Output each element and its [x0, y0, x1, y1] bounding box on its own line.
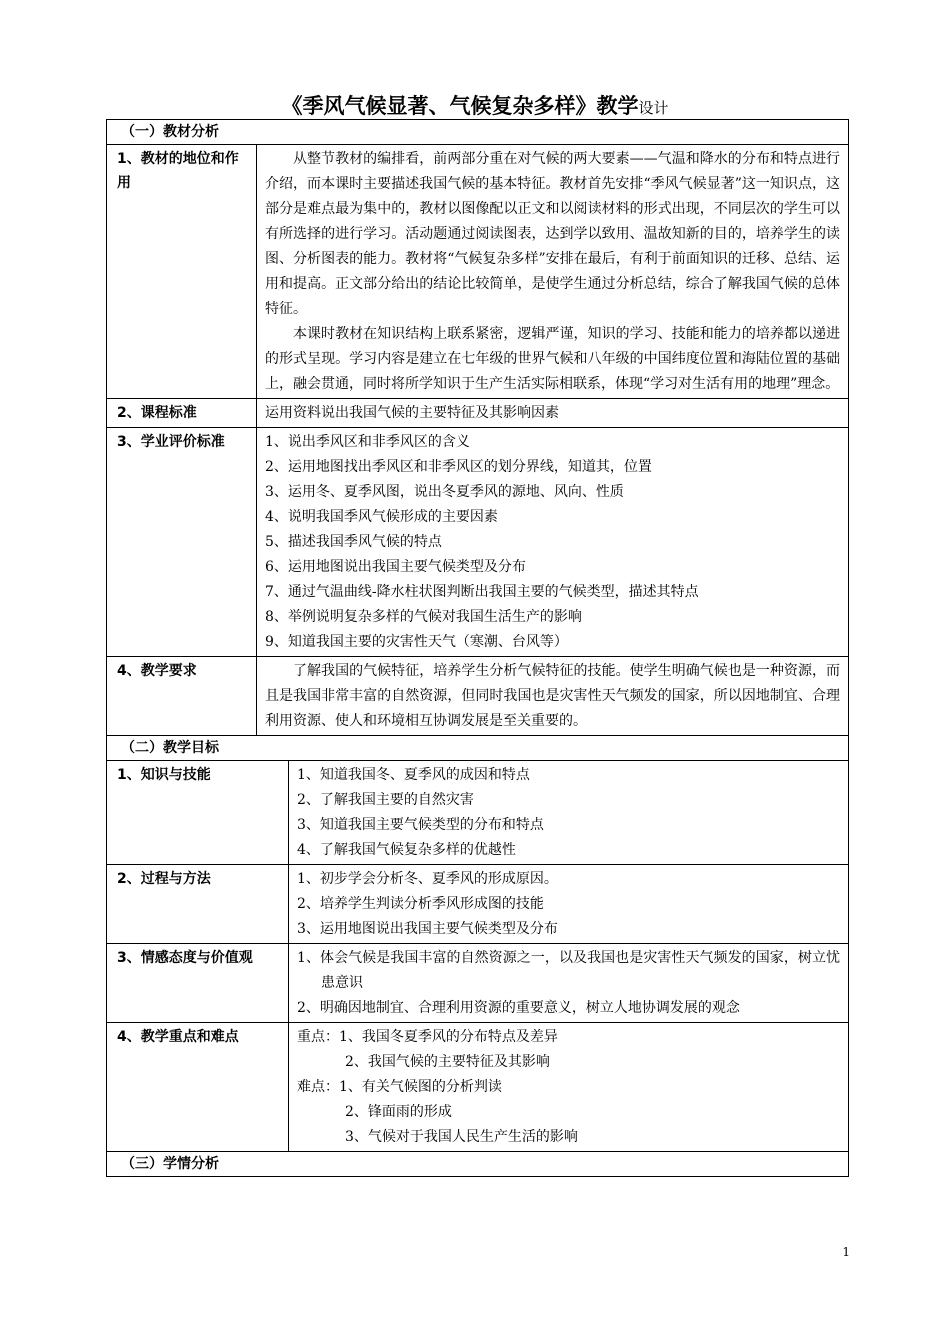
row-label: 4、教学要求	[107, 657, 257, 736]
document-title	[0, 93, 950, 121]
list-item: 9、知道我国主要的灾害性天气（寒潮、台风等）	[265, 634, 568, 650]
row-content	[289, 1023, 849, 1152]
row-content	[257, 399, 849, 428]
row-content	[289, 761, 849, 865]
page-number: 1	[842, 1245, 850, 1259]
section1-header: （一）教材分析	[107, 120, 849, 145]
section2-header: （二）教学目标	[107, 736, 849, 761]
table-row	[107, 145, 849, 399]
list-item: 7、通过气温曲线-降水柱状图判断出我国主要的气候类型，描述其特点	[265, 584, 699, 600]
title-suffix: 设计	[638, 99, 669, 117]
row-content	[257, 428, 849, 657]
list-item: 1、知道我国冬、夏季风的成因和特点	[297, 767, 530, 783]
list-item: 8、举例说明复杂多样的气候对我国生活生产的影响	[265, 609, 582, 625]
title-main: 《季风气候显著、气候复杂多样》教学	[281, 94, 639, 118]
row-label: 2、过程与方法	[107, 865, 289, 944]
list-item: 1、说出季风区和非季风区的含义	[265, 434, 470, 450]
list-item: 1、体会气候是我国丰富的自然资源之一，以及我国也是灾害性天气频发的国家，树立忧患意识	[297, 950, 840, 991]
table-row	[107, 657, 849, 736]
list-item: 1、初步学会分析冬、夏季风的形成原因。	[297, 871, 558, 887]
row-content	[257, 145, 849, 399]
standard-text: 运用资料说出我国气候的主要特征及其影响因素	[265, 405, 559, 421]
paragraph: 从整节教材的编排看，前两部分重在对气候的两大要素——气温和降水的分布和特点进行介绍，而本课时主要描述我国气候的基本特征。教材首先安排“季风气候显著”这一知识点，这部分是难点最为集中的，教材以图像配以正文和以阅读材料的形式出现，不同层次的学生可以有所选择的进行学习。活动题通过阅读图表，达到学以致用、温故知新的目的，培养学生的读图、分析图表的能力。教材将“气候复杂多样”安排在最后，有利于前面知识的迁移、总结、运用和提高。正文部分给出的结论比较简单，是使学生通过分析总结，综合了解我国气候的总体特征。	[265, 151, 840, 317]
list-item: 3、知道我国主要气候类型的分布和特点	[297, 817, 544, 833]
list-item: 6、运用地图说出我国主要气候类型及分布	[265, 559, 526, 575]
section-header-row	[107, 736, 849, 761]
list-item: 2、了解我国主要的自然灾害	[297, 792, 474, 808]
list-item: 2、锋面雨的形成	[345, 1104, 452, 1120]
section-header-row	[107, 120, 849, 145]
difficulty-line	[297, 1075, 840, 1100]
table-row	[107, 761, 849, 865]
paragraph: 本课时教材在知识结构上联系紧密，逻辑严谨，知识的学习、技能和能力的培养都以递进的形式呈现。学习内容是建立在七年级的世界气候和八年级的中国纬度位置和海陆位置的基础上，融会贯通，同时将所学知识于生产生活实际相联系，体现“学习对生活有用的地理”理念。	[265, 326, 840, 392]
row-content	[289, 865, 849, 944]
list-item: 4、了解我国气候复杂多样的优越性	[297, 842, 516, 858]
list-item: 1、有关气候图的分析判读	[339, 1079, 502, 1095]
paragraph: 了解我国的气候特征，培养学生分析气候特征的技能。使学生明确气候也是一种资源，而且是我国非常丰富的自然资源，但同时我国也是灾害性天气频发的国家，所以因地制宜、合理利用资源、使人和环境相互协调发展是至关重要的。	[265, 663, 840, 729]
row-label: 1、教材的地位和作用	[107, 145, 257, 399]
row-label: 1、知识与技能	[107, 761, 289, 865]
list-item: 3、运用冬、夏季风图，说出冬夏季风的源地、风向、性质	[265, 484, 624, 500]
section3-header: （三）学情分析	[107, 1152, 849, 1177]
row-label: 2、课程标准	[107, 399, 257, 428]
list-item: 2、明确因地制宜、合理利用资源的重要意义，树立人地协调发展的观念	[297, 1000, 740, 1016]
section-header-row	[107, 1152, 849, 1177]
list-item: 1、我国冬夏季风的分布特点及差异	[339, 1029, 558, 1045]
list-item: 3、运用地图说出我国主要气候类型及分布	[297, 921, 558, 937]
row-label: 3、情感态度与价值观	[107, 944, 289, 1023]
table-row	[107, 865, 849, 944]
key-point-line	[297, 1025, 840, 1050]
lesson-plan-table	[106, 119, 849, 1177]
table-row	[107, 1023, 849, 1152]
row-content	[257, 657, 849, 736]
row-label: 3、学业评价标准	[107, 428, 257, 657]
difficulty-prefix: 难点：	[297, 1079, 339, 1095]
list-item: 3、气候对于我国人民生产生活的影响	[345, 1129, 578, 1145]
table-row	[107, 399, 849, 428]
row-content	[289, 944, 849, 1023]
list-item: 2、运用地图找出季风区和非季风区的划分界线，知道其，位置	[265, 459, 652, 475]
row-label: 4、教学重点和难点	[107, 1023, 289, 1152]
table-row	[107, 428, 849, 657]
key-prefix: 重点：	[297, 1029, 339, 1045]
list-item: 2、培养学生判读分析季风形成图的技能	[297, 896, 544, 912]
list-item: 4、说明我国季风气候形成的主要因素	[265, 509, 498, 525]
table-row	[107, 944, 849, 1023]
list-item: 2、我国气候的主要特征及其影响	[345, 1054, 550, 1070]
list-item: 5、描述我国季风气候的特点	[265, 534, 442, 550]
